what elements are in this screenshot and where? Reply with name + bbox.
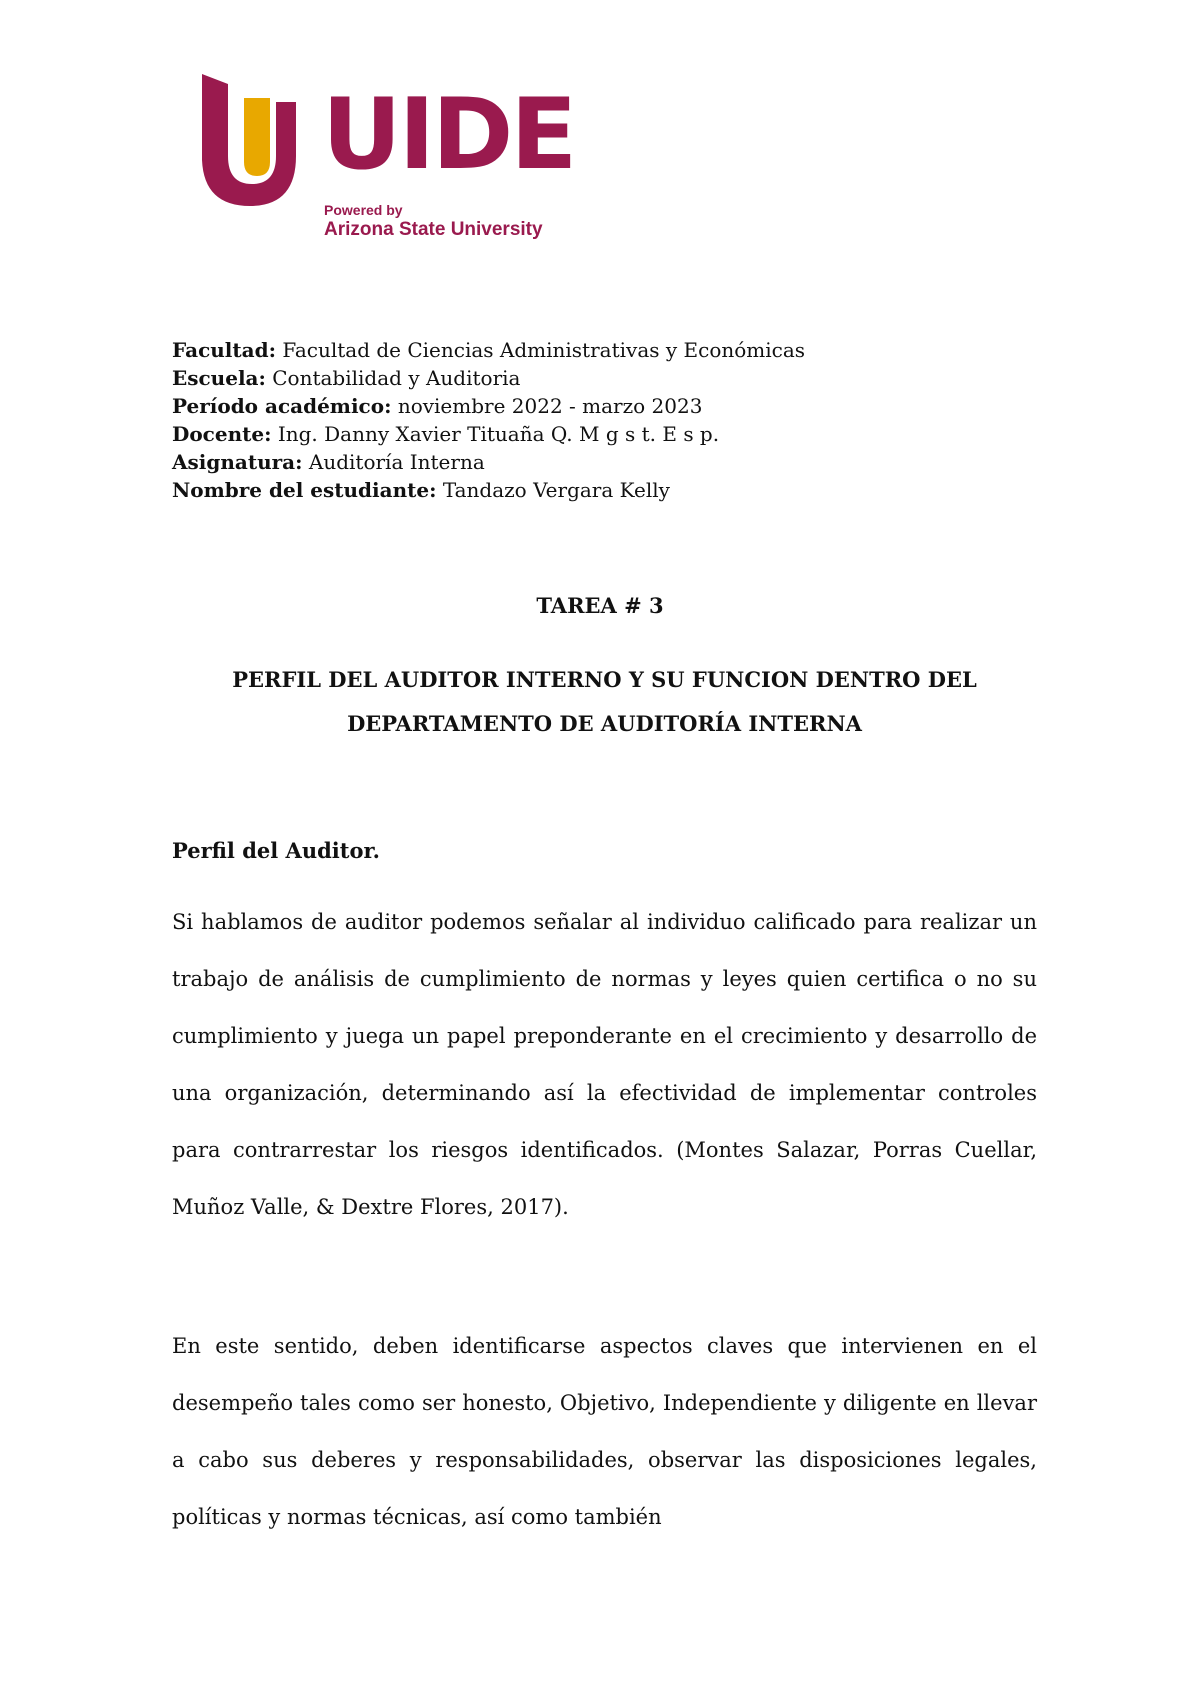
section-heading: Perfil del Auditor.	[172, 838, 380, 863]
logo-wordmark: UIDE	[322, 78, 575, 192]
document-title: PERFIL DEL AUDITOR INTERNO Y SU FUNCION DENTRO DEL DEPARTAMENTO DE AUDITORÍA INTERNA	[232, 667, 977, 736]
logo-powered-by: Powered by	[324, 202, 403, 218]
meta-faculty: Facultad: Facultad de Ciencias Administrativas y Económicas	[172, 338, 806, 362]
paragraph-1: Si hablamos de auditor podemos señalar al individuo calificado para realizar un trabajo de análisis de cumplimiento de normas y leyes quien certifica o no su cumplimiento y juega un papel preponderante en el crecimiento y desarrollo de una organización, determinando así la efectividad de implementar controles para contrarrestar los riesgos identificados. (Montes Salazar, Porras Cuellar, Muñoz Valle, & Dextre Flores, 2017).	[172, 910, 1037, 1219]
uide-logo	[200, 72, 580, 252]
document-metadata	[172, 336, 805, 504]
meta-teacher: Docente: Ing. Danny Xavier Tituaña Q. M g s t. E s p.	[172, 422, 720, 446]
uide-logo-mark	[200, 72, 310, 222]
meta-student: Nombre del estudiante: Tandazo Vergara Kelly	[172, 478, 670, 502]
meta-period: Período académico: noviembre 2022 - marzo 2023	[172, 394, 703, 418]
assignment-number: TAREA # 3	[536, 593, 664, 618]
meta-school: Escuela: Contabilidad y Auditoria	[172, 366, 521, 390]
meta-subject: Asignatura: Auditoría Interna	[172, 450, 485, 474]
logo-partner: Arizona State University	[324, 219, 543, 240]
logo-gold-shape	[244, 98, 270, 176]
paragraph-2: En este sentido, deben identificarse aspectos claves que intervienen en el desempeño tales como ser honesto, Objetivo, Independiente y diligente en llevar a cabo sus deberes y responsabilidades, observar las disposiciones legales, políticas y normas técnicas, así como también	[172, 1334, 1037, 1529]
